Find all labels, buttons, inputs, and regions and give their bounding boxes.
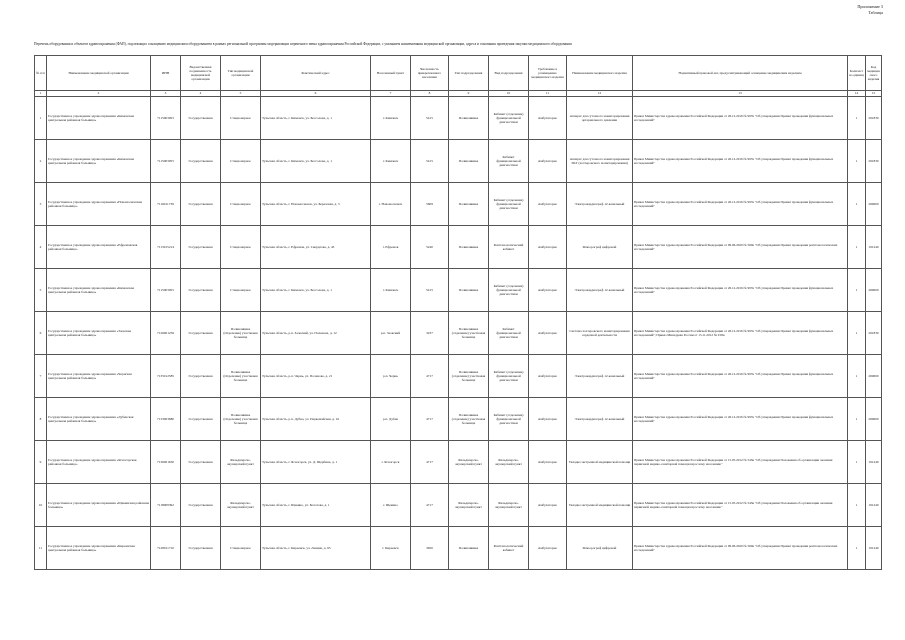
population-cell: 4717 <box>411 355 449 398</box>
locality-cell: г. Ясногорск <box>371 441 411 484</box>
org-type-cell: Стационарное <box>221 97 261 140</box>
legal-basis-cell: Приказ Министерства здравоохранения Российской Федерации от 09.06.2020 № 560н "Об утверждении Правил проведения рентгенологических исследований" <box>633 226 848 269</box>
org-type-cell: Стационарное <box>221 183 261 226</box>
population-cell: 5609 <box>411 183 449 226</box>
table-row <box>35 484 882 527</box>
subordination-cell: Государственная <box>181 355 221 398</box>
inn-cell: 7115003955 <box>151 97 181 140</box>
unit-type-cell: Поликлиника <box>449 140 489 183</box>
column-header: Тип медицинской организации <box>221 56 261 91</box>
placement-requirement-cell: Амбулаторно <box>529 140 567 183</box>
placement-requirement-cell: Амбулаторно <box>529 398 567 441</box>
table-row <box>35 269 882 312</box>
unit-type-cell: Поликлиника (отделение) участковая больница <box>449 312 489 355</box>
table-row <box>35 527 882 570</box>
column-header: ИНН <box>151 56 181 91</box>
column-number: 6 <box>261 91 371 97</box>
device-name-cell: Аппарат для суточного мониторирования артериального давления <box>567 97 633 140</box>
column-number: 15 <box>866 91 882 97</box>
device-name-cell: Укладка экстренной медицинской помощи <box>567 441 633 484</box>
locality-cell: г. Ефремов <box>371 226 411 269</box>
org-name-cell: Государственное учреждение здравоохранения «Ясногорская районная больница» <box>47 441 151 484</box>
legal-basis-cell: Приказ Министерства здравоохранения Российской Федерации от 26.12.2016 № 997н "Об утверждении Правил проведения функциональных исследований"; Приказ Минздрава России от 15.11.2012 № 918н <box>633 312 848 355</box>
column-number: 3 <box>151 91 181 97</box>
unit-type-cell: Поликлиника <box>449 183 489 226</box>
subordination-cell: Государственная <box>181 183 221 226</box>
address-cell: Тульская область, г. Ясногорск, ул. Д. Щербина, д. 1 <box>261 441 371 484</box>
column-number: 9 <box>449 91 489 97</box>
address-cell: Тульская область, г. Ефремов, ул. Свердлова, д. 43 <box>261 226 371 269</box>
row-number-cell: 3 <box>35 183 47 226</box>
unit-kind-cell: Кабинет функциональной диагностики <box>489 312 529 355</box>
table-row <box>35 441 882 484</box>
column-number: 2 <box>47 91 151 97</box>
org-name-cell: Государственное учреждение здравоохранения «Киреевская центральная районная больница» <box>47 527 151 570</box>
population-cell: 3650 <box>411 527 449 570</box>
locality-cell: р.п. Дубна <box>371 398 411 441</box>
unit-type-cell: Поликлиника <box>449 269 489 312</box>
quantity-cell: 1 <box>848 441 866 484</box>
inn-cell: 7135012585 <box>151 355 181 398</box>
device-name-cell: Электрокардиограф 12-канальный <box>567 398 633 441</box>
unit-type-cell: Поликлиника <box>449 527 489 570</box>
locality-cell: г. Щекино <box>371 484 411 527</box>
column-number: 8 <box>411 91 449 97</box>
row-number-cell: 5 <box>35 269 47 312</box>
quantity-cell: 1 <box>848 269 866 312</box>
population-cell: 3237 <box>411 312 449 355</box>
table-row <box>35 226 882 269</box>
column-header: Нормативный правовой акт, предусматривающий оснащение медицинским изделием <box>633 56 848 91</box>
locality-cell: г. Киреевск <box>371 527 411 570</box>
locality-cell: р.п. Заокский <box>371 312 411 355</box>
appendix-number: Приложение 3 <box>857 4 883 9</box>
legal-basis-cell: Приказ Министерства здравоохранения Российской Федерации от 26.12.2016 № 997н "Об утверждении Правил проведения функциональных исследований" <box>633 183 848 226</box>
placement-requirement-cell: Амбулаторно <box>529 441 567 484</box>
org-type-cell: Фельдшерско-акушерский пункт <box>221 441 261 484</box>
quantity-cell: 1 <box>848 398 866 441</box>
org-type-cell: Стационарное <box>221 527 261 570</box>
org-type-cell: Поликлиника (Отделение) участковая больница <box>221 398 261 441</box>
inn-cell: 7118009392 <box>151 484 181 527</box>
inn-cell: 7128011710 <box>151 527 181 570</box>
column-number: 11 <box>529 91 567 97</box>
table-body <box>35 97 882 570</box>
org-name-cell: Государственное учреждение здравоохранения «Дубенская центральная районная больница» <box>47 398 151 441</box>
subordination-cell: Государственная <box>181 226 221 269</box>
address-cell: Тульская область, г. Кимовск, ул. Бессолова, д. 1 <box>261 269 371 312</box>
population-cell: 4717 <box>411 441 449 484</box>
table-row <box>35 398 882 441</box>
inn-cell: 7136001630 <box>151 441 181 484</box>
table-row <box>35 355 882 398</box>
placement-requirement-cell: Амбулаторно <box>529 312 567 355</box>
unit-type-cell: Поликлиника <box>449 97 489 140</box>
quantity-cell: 1 <box>848 97 866 140</box>
org-type-cell: Фельдшерско-акушерский пункт <box>221 484 261 527</box>
row-number-cell: 7 <box>35 355 47 398</box>
address-cell: Тульская область, г. Щекино, ул. Болотова, д. 1 <box>261 484 371 527</box>
row-number-cell: 4 <box>35 226 47 269</box>
unit-type-cell: Поликлиника (отделение) участковая больница <box>449 355 489 398</box>
row-number-cell: 2 <box>35 140 47 183</box>
org-name-cell: Государственное учреждение здравоохранения «Кимовская центральная районная больница» <box>47 269 151 312</box>
table-row <box>35 183 882 226</box>
population-cell: 5415 <box>411 97 449 140</box>
unit-type-cell: Поликлиника (отделение) участковая больница <box>449 398 489 441</box>
unit-type-cell: Фельдшерско-акушерский пункт <box>449 441 489 484</box>
org-type-cell: Стационарное <box>221 140 261 183</box>
address-cell: Тульская область, р.п. Заокский, ул. Поленова, д. 12 <box>261 312 371 355</box>
legal-basis-cell: Приказ Министерства здравоохранения Российской Федерации от 26.12.2016 № 997н "Об утверждении Правил проведения функциональных исследований" <box>633 355 848 398</box>
column-number: 5 <box>221 91 261 97</box>
device-name-cell: Электрокардиограф 12-канальный <box>567 269 633 312</box>
subordination-cell: Государственная <box>181 97 221 140</box>
device-code-cell: 269600 <box>866 398 882 441</box>
column-header: № п/п <box>35 56 47 91</box>
quantity-cell: 1 <box>848 484 866 527</box>
row-number-cell: 1 <box>35 97 47 140</box>
address-cell: Тульская область, г. Новомосковск, ул. Березовая, д. 3 <box>261 183 371 226</box>
unit-kind-cell: Кабинет (отделение) функциональной диагностики <box>489 183 529 226</box>
inn-cell: 7116011739 <box>151 183 181 226</box>
device-name-cell: Аппарат для суточного мониторирования ЭКГ (холтеровского мониторирования) <box>567 140 633 183</box>
subordination-cell: Государственная <box>181 140 221 183</box>
device-name-cell: Флюорограф цифровой <box>567 527 633 570</box>
document-title: Перечень оборудования и объектов здравоохранения (ФАП), подлежащих оснащению медицинским оборудованием в рамках региональной программы модернизации первичного звена здравоохранения Российской Федерации, с указанием наименования медицинской организации, адреса и основания проведения закупки медицинского оборудования <box>34 42 572 46</box>
column-header: Населенный пункт <box>371 56 411 91</box>
quantity-cell: 1 <box>848 226 866 269</box>
legal-basis-cell: Приказ Министерства здравоохранения Российской Федерации от 26.12.2016 № 997н "Об утверждении Правил проведения функциональных исследований" <box>633 398 848 441</box>
subordination-cell: Государственная <box>181 312 221 355</box>
legal-basis-cell: Приказ Министерства здравоохранения Российской Федерации от 15.05.2012 № 543н "Об утверждении Положения об организации оказания первичной медико-санитарной помощи взрослому населению" <box>633 484 848 527</box>
row-number-cell: 6 <box>35 312 47 355</box>
quantity-cell: 1 <box>848 312 866 355</box>
quantity-cell: 1 <box>848 527 866 570</box>
inn-cell: 7115003955 <box>151 269 181 312</box>
locality-cell: г. Новомосковск <box>371 183 411 226</box>
table-row <box>35 97 882 140</box>
device-code-cell: 191240 <box>866 484 882 527</box>
quantity-cell: 1 <box>848 355 866 398</box>
table-row <box>35 312 882 355</box>
quantity-cell: 1 <box>848 140 866 183</box>
address-cell: Тульская область, р.п. Дубна, ул. Первомайская, д. 16 <box>261 398 371 441</box>
address-cell: Тульская область, г. Кимовск, ул. Бессолова, д. 1 <box>261 97 371 140</box>
org-name-cell: Государственное учреждение здравоохранения «Новомосковская районная больница» <box>47 183 151 226</box>
unit-kind-cell: Кабинет (отделение) функциональной диагностики <box>489 269 529 312</box>
placement-requirement-cell: Амбулаторно <box>529 97 567 140</box>
inn-cell: 7115003955 <box>151 140 181 183</box>
legal-basis-cell: Приказ Министерства здравоохранения Российской Федерации от 26.12.2016 № 997н "Об утверждении Правил проведения функциональных исследований" <box>633 269 848 312</box>
appendix-table-label: Таблица <box>868 9 883 15</box>
org-type-cell: Стационарное <box>221 269 261 312</box>
population-cell: 4717 <box>411 398 449 441</box>
address-cell: Тульская область, г. Киреевск, ул. Ленина, д. 95 <box>261 527 371 570</box>
device-code-cell: 191240 <box>866 527 882 570</box>
subordination-cell: Государственная <box>181 527 221 570</box>
placement-requirement-cell: Амбулаторно <box>529 527 567 570</box>
org-name-cell: Государственное учреждение здравоохранения «Ефремовская районная больница» <box>47 226 151 269</box>
device-code-cell: 269600 <box>866 355 882 398</box>
unit-kind-cell: Фельдшерско-акушерский пункт <box>489 484 529 527</box>
population-cell: 5415 <box>411 140 449 183</box>
locality-cell: г. Кимовск <box>371 269 411 312</box>
column-number: 13 <box>633 91 848 97</box>
device-name-cell: Электрокардиограф 12-канальный <box>567 183 633 226</box>
column-number: 12 <box>567 91 633 97</box>
placement-requirement-cell: Амбулаторно <box>529 269 567 312</box>
inn-cell: 7113015214 <box>151 226 181 269</box>
legal-basis-cell: Приказ Министерства здравоохранения Российской Федерации от 26.12.2016 № 997н "Об утверждении Правил проведения функциональных исследований" <box>633 97 848 140</box>
column-header: Наименование медицинского изделия <box>567 56 633 91</box>
device-code-cell: 269600 <box>866 269 882 312</box>
unit-type-cell: Поликлиника <box>449 226 489 269</box>
device-name-cell: Система холтеровского мониторирования сердечной деятельности <box>567 312 633 355</box>
column-header: Ведомственная подчиненность медицинской организации <box>181 56 221 91</box>
unit-kind-cell: Кабинет (отделение) функциональной диагностики <box>489 355 529 398</box>
device-code-cell: 191240 <box>866 441 882 484</box>
column-header: Наименование медицинской организации <box>47 56 151 91</box>
locality-cell: р.п. Чернь <box>371 355 411 398</box>
placement-requirement-cell: Амбулаторно <box>529 484 567 527</box>
subordination-cell: Государственная <box>181 269 221 312</box>
device-name-cell: Укладка экстренной медицинской помощи <box>567 484 633 527</box>
table-row <box>35 140 882 183</box>
column-number: 10 <box>489 91 529 97</box>
address-cell: Тульская область, г. Кимовск, ул. Бессолова, д. 1 <box>261 140 371 183</box>
address-cell: Тульская область, р.п. Чернь, ул. Поленова, д. 21 <box>261 355 371 398</box>
population-cell: 5415 <box>411 269 449 312</box>
unit-kind-cell: Кабинет (отделение) функциональной диагностики <box>489 398 529 441</box>
legal-basis-cell: Приказ Министерства здравоохранения Российской Федерации от 15.05.2012 № 543н "Об утверждении Положения об организации оказания первичной медико-санитарной помощи взрослому населению" <box>633 441 848 484</box>
column-header: Тип подразделения <box>449 56 489 91</box>
device-code-cell: 191240 <box>866 226 882 269</box>
placement-requirement-cell: Амбулаторно <box>529 355 567 398</box>
column-number: 14 <box>848 91 866 97</box>
population-cell: 5240 <box>411 226 449 269</box>
inn-cell: 7126001259 <box>151 312 181 355</box>
column-number: 4 <box>181 91 221 97</box>
locality-cell: г. Кимовск <box>371 140 411 183</box>
device-name-cell: Электрокардиограф 12-канальный <box>567 355 633 398</box>
device-code-cell: 269600 <box>866 183 882 226</box>
legal-basis-cell: Приказ Министерства здравоохранения Российской Федерации от 26.12.2016 № 997н "Об утверждении Правил проведения функциональных исследований" <box>633 140 848 183</box>
unit-kind-cell: Рентгенологический кабинет <box>489 226 529 269</box>
unit-kind-cell: Фельдшерско-акушерский пункт <box>489 441 529 484</box>
column-number: 1 <box>35 91 47 97</box>
device-code-cell: 291830 <box>866 97 882 140</box>
column-header: Вид подразделения <box>489 56 529 91</box>
org-type-cell: Поликлиника (Отделение) участковая больница <box>221 355 261 398</box>
org-name-cell: Государственное учреждение здравоохранения «Кимовская центральная районная больница» <box>47 97 151 140</box>
subordination-cell: Государственная <box>181 484 221 527</box>
org-name-cell: Государственное учреждение здравоохранения «Чернская центральная районная больница» <box>47 355 151 398</box>
subordination-cell: Государственная <box>181 441 221 484</box>
legal-basis-cell: Приказ Министерства здравоохранения Российской Федерации от 09.06.2020 № 560н "Об утверждении Правил проведения рентгенологических исследований" <box>633 527 848 570</box>
org-name-cell: Государственное учреждение здравоохранения «Кимовская центральная районная больница» <box>47 140 151 183</box>
row-number-cell: 11 <box>35 527 47 570</box>
unit-type-cell: Фельдшерско-акушерский пункт <box>449 484 489 527</box>
device-code-cell: 291830 <box>866 312 882 355</box>
equipment-table <box>34 55 882 570</box>
column-header: Количество единиц <box>848 56 866 91</box>
org-type-cell: Поликлиника (Отделение) участковая больница <box>221 312 261 355</box>
column-number: 7 <box>371 91 411 97</box>
population-cell: 4717 <box>411 484 449 527</box>
subordination-cell: Государственная <box>181 398 221 441</box>
device-code-cell: 291830 <box>866 140 882 183</box>
placement-requirement-cell: Амбулаторно <box>529 226 567 269</box>
unit-kind-cell: Рентгенологический кабинет <box>489 527 529 570</box>
inn-cell: 7133003680 <box>151 398 181 441</box>
placement-requirement-cell: Амбулаторно <box>529 183 567 226</box>
column-header: Численность прикрепленного населения <box>411 56 449 91</box>
unit-kind-cell: Кабинет (отделение) функциональной диагностики <box>489 97 529 140</box>
row-number-cell: 8 <box>35 398 47 441</box>
quantity-cell: 1 <box>848 183 866 226</box>
org-type-cell: Стационарное <box>221 226 261 269</box>
column-header: Фактический адрес <box>261 56 371 91</box>
org-name-cell: Государственное учреждение здравоохранения «Щекинская районная больница» <box>47 484 151 527</box>
locality-cell: г. Кимовск <box>371 97 411 140</box>
column-header: Код медицинского изделия <box>866 56 882 91</box>
appendix-caption <box>857 4 883 15</box>
org-name-cell: Государственное учреждение здравоохранения «Заокская центральная районная больница» <box>47 312 151 355</box>
header-row <box>35 56 882 91</box>
unit-kind-cell: Кабинет функциональной диагностики <box>489 140 529 183</box>
column-header: Требование к размещению медицинского изделия <box>529 56 567 91</box>
row-number-cell: 10 <box>35 484 47 527</box>
device-name-cell: Флюорограф цифровой <box>567 226 633 269</box>
row-number-cell: 9 <box>35 441 47 484</box>
